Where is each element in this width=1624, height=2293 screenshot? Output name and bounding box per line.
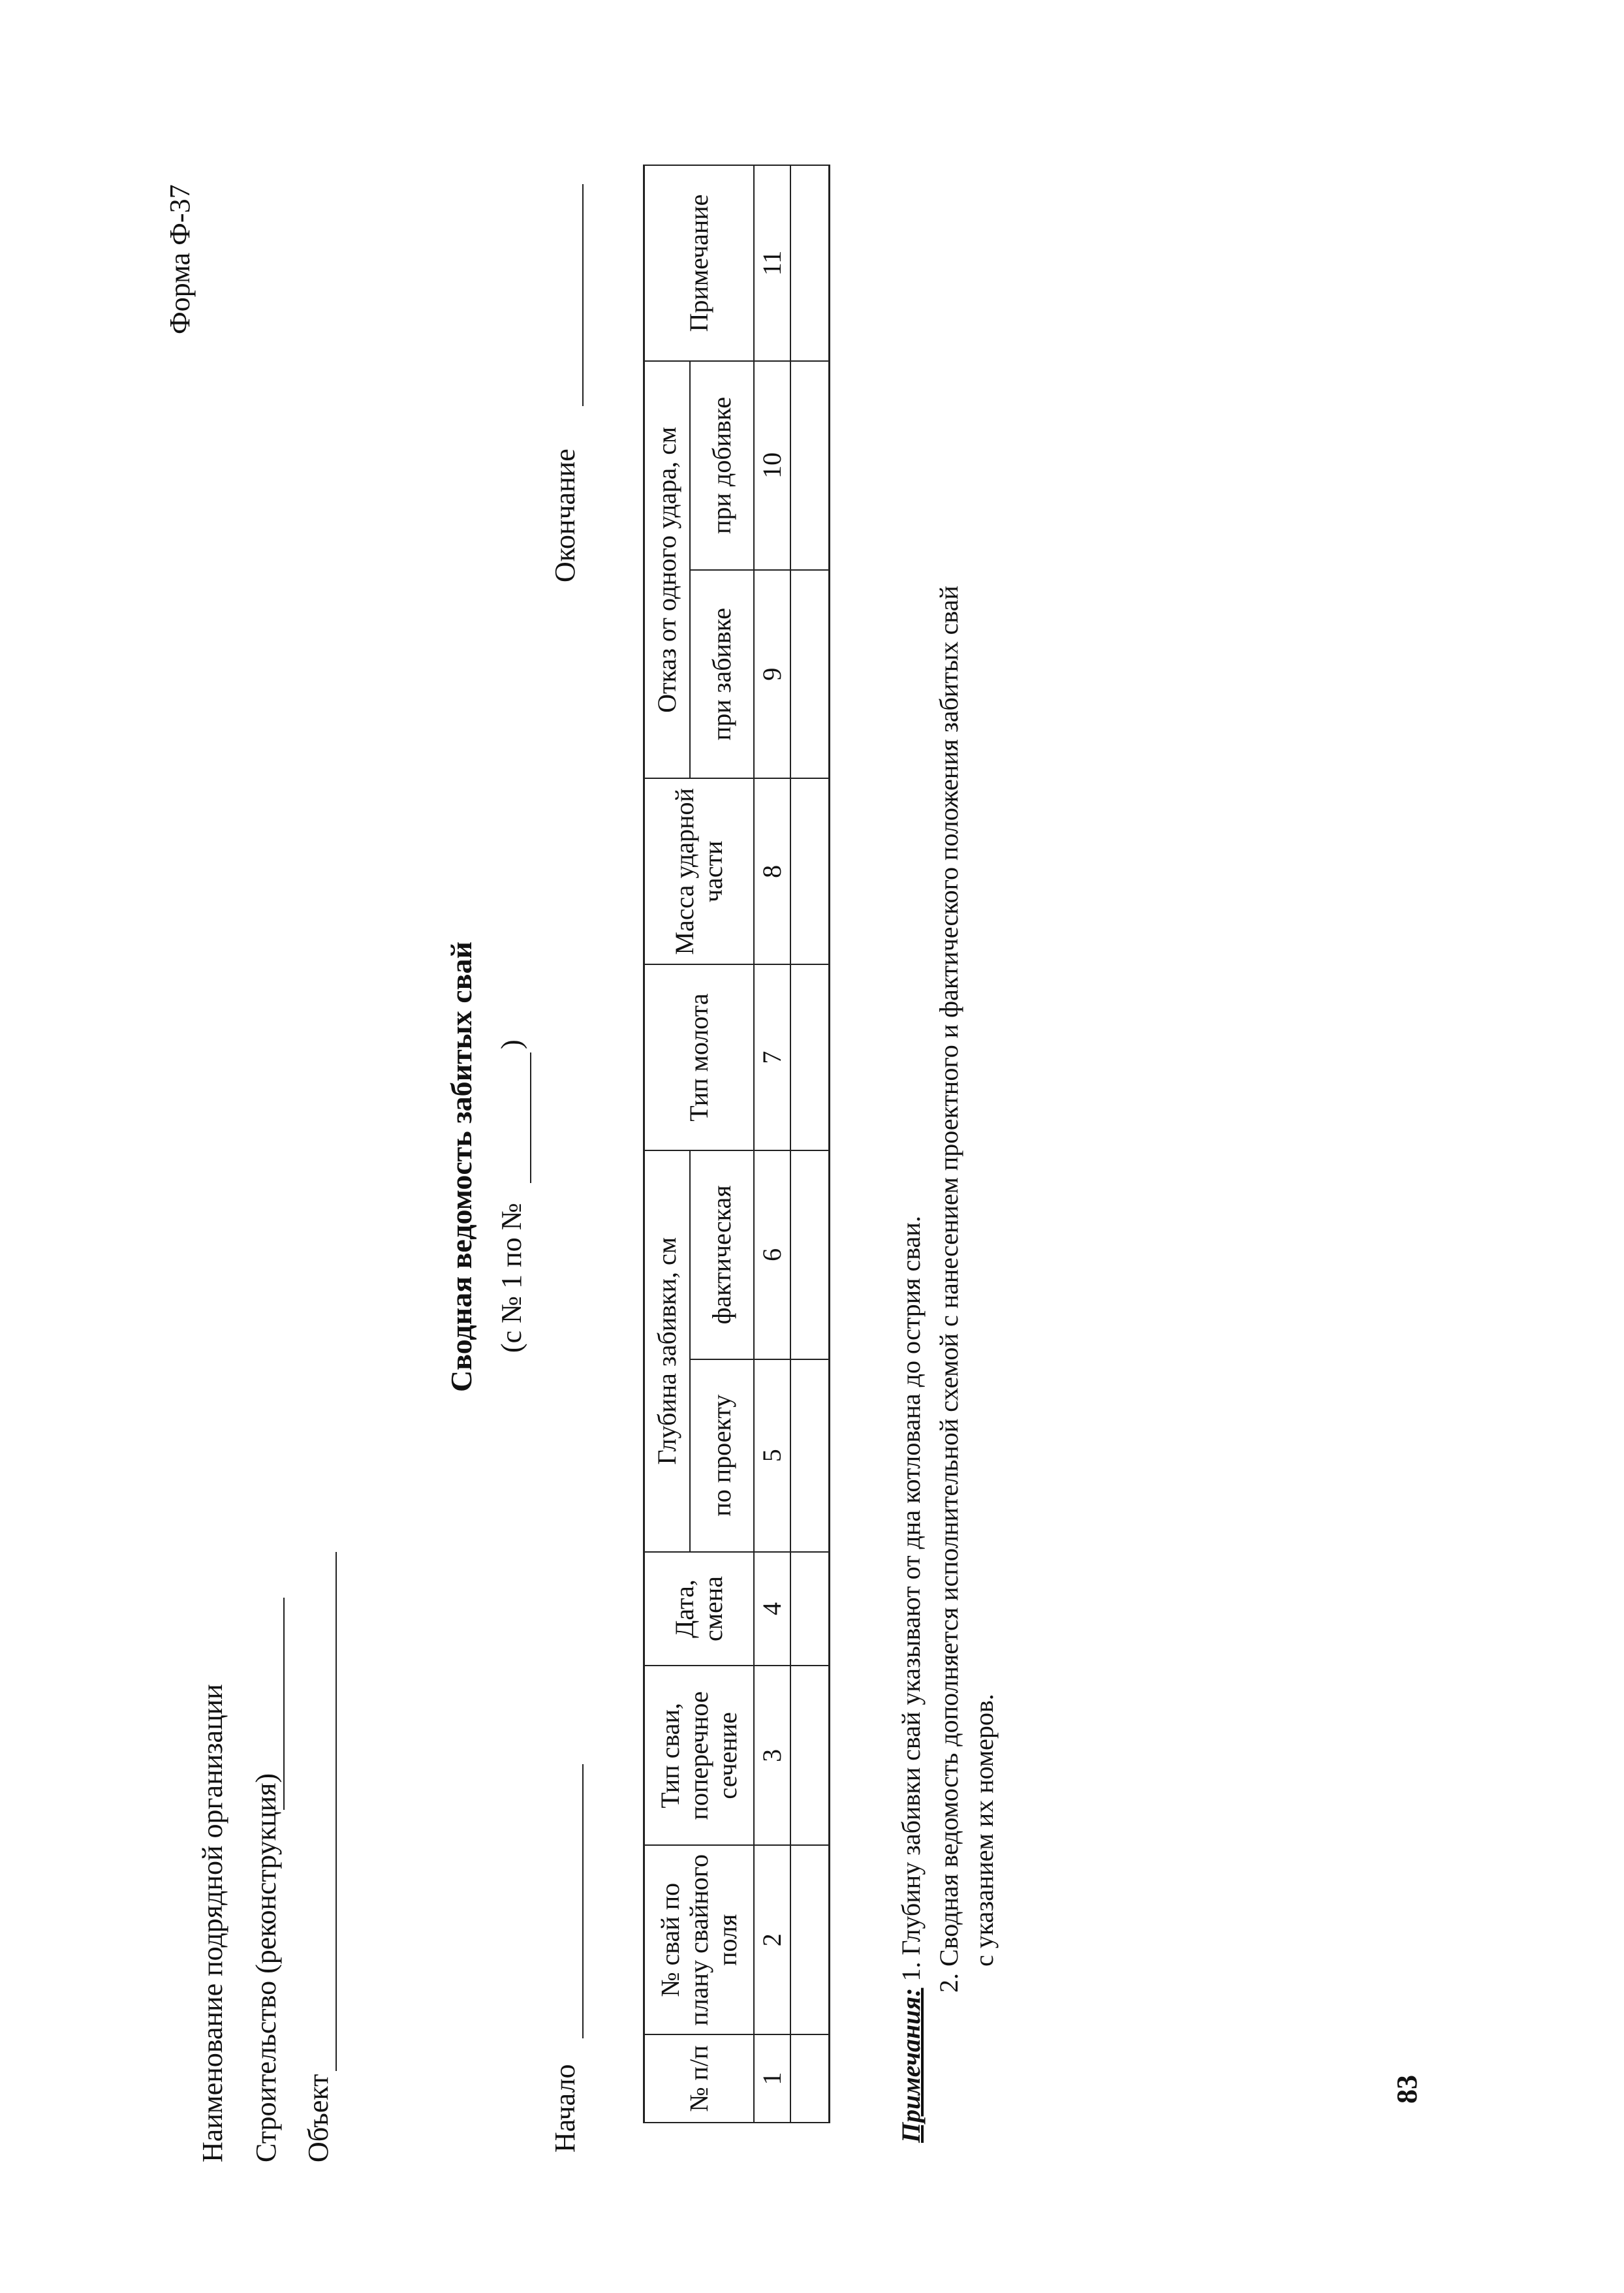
column-number: 7 (754, 964, 790, 1150)
construction-label: Строительство (реконструкция) (250, 1773, 282, 2162)
column-number: 3 (754, 1666, 790, 1845)
table-column-numbers-row (754, 165, 790, 2123)
header-cell-striker-mass: Масса ударной части (644, 778, 754, 964)
note-2: 2. Сводная ведомость дополняется исполнительной схемой с нанесением проектного и фактического положения забитых свай (934, 586, 963, 1993)
piles-summary-table (643, 165, 830, 2123)
header-cell-refusal-driving: при забивке (690, 570, 754, 779)
header-cell-pile-number: № свай по плану свайного поля (644, 1845, 754, 2034)
start-underline (582, 1764, 584, 2038)
header-cell-depth-design: по проекту (690, 1359, 754, 1552)
page-number: 83 (1391, 2075, 1423, 2104)
construction-underline (283, 1598, 285, 1810)
header-cell-depth-group: Глубина забивки, см (644, 1150, 690, 1552)
notes-line-1 (896, 1216, 926, 2143)
end-underline (582, 184, 584, 406)
header-cell-row-number: № п/п (644, 2034, 754, 2123)
table-cell[interactable] (790, 1666, 830, 1845)
column-number: 11 (754, 165, 790, 361)
column-number: 8 (754, 778, 790, 964)
object-label: Объект (302, 2074, 334, 2162)
table-cell[interactable] (790, 1150, 830, 1359)
header-cell-refusal-redriving: при добивке (690, 361, 754, 570)
table-cell[interactable] (790, 1552, 830, 1666)
table-cell[interactable] (790, 2034, 830, 2123)
end-label: Окончание (549, 449, 581, 582)
start-label: Начало (549, 2064, 581, 2153)
table-row (790, 165, 830, 2123)
table-cell[interactable] (790, 964, 830, 1150)
column-number: 10 (754, 361, 790, 570)
form-id: Форма Ф-37 (164, 184, 196, 334)
column-number: 9 (754, 570, 790, 779)
table-cell[interactable] (790, 1359, 830, 1552)
header-cell-pile-type: Тип сваи, поперечное сечение (644, 1666, 754, 1845)
table-cell[interactable] (790, 570, 830, 779)
organization-label: Наименование подрядной организации (196, 1684, 228, 2162)
note-2-continuation: с указанием их номеров. (969, 1694, 999, 1967)
header-cell-depth-actual: фактическая (690, 1150, 754, 1359)
note-1: 1. Глубину забивки свай указывают от дна котлована до острия сваи. (896, 1216, 926, 1982)
column-number: 1 (754, 2034, 790, 2123)
notes-label: Примечания: (896, 1987, 926, 2143)
column-number: 4 (754, 1552, 790, 1666)
table-cell[interactable] (790, 165, 830, 361)
document-title: Сводная ведомость забитых свай (445, 941, 478, 1392)
table-cell[interactable] (790, 1845, 830, 2034)
header-cell-hammer-type: Тип молота (644, 964, 754, 1150)
column-number: 6 (754, 1150, 790, 1359)
header-cell-date-shift: Дата, смена (644, 1552, 754, 1666)
subtitle-suffix: ) (495, 1039, 527, 1049)
column-number: 2 (754, 1845, 790, 2034)
header-cell-refusal-group: Отказ от одного удара, см (644, 361, 690, 778)
column-number: 5 (754, 1359, 790, 1552)
table-cell[interactable] (790, 361, 830, 570)
header-cell-note: Примечание (644, 165, 754, 361)
object-underline (336, 1552, 337, 2071)
table-cell[interactable] (790, 778, 830, 964)
subtitle-prefix: (с № 1 по № (495, 1203, 527, 1353)
table-header-row-top (644, 165, 690, 2123)
subtitle-number-line (530, 1052, 531, 1183)
